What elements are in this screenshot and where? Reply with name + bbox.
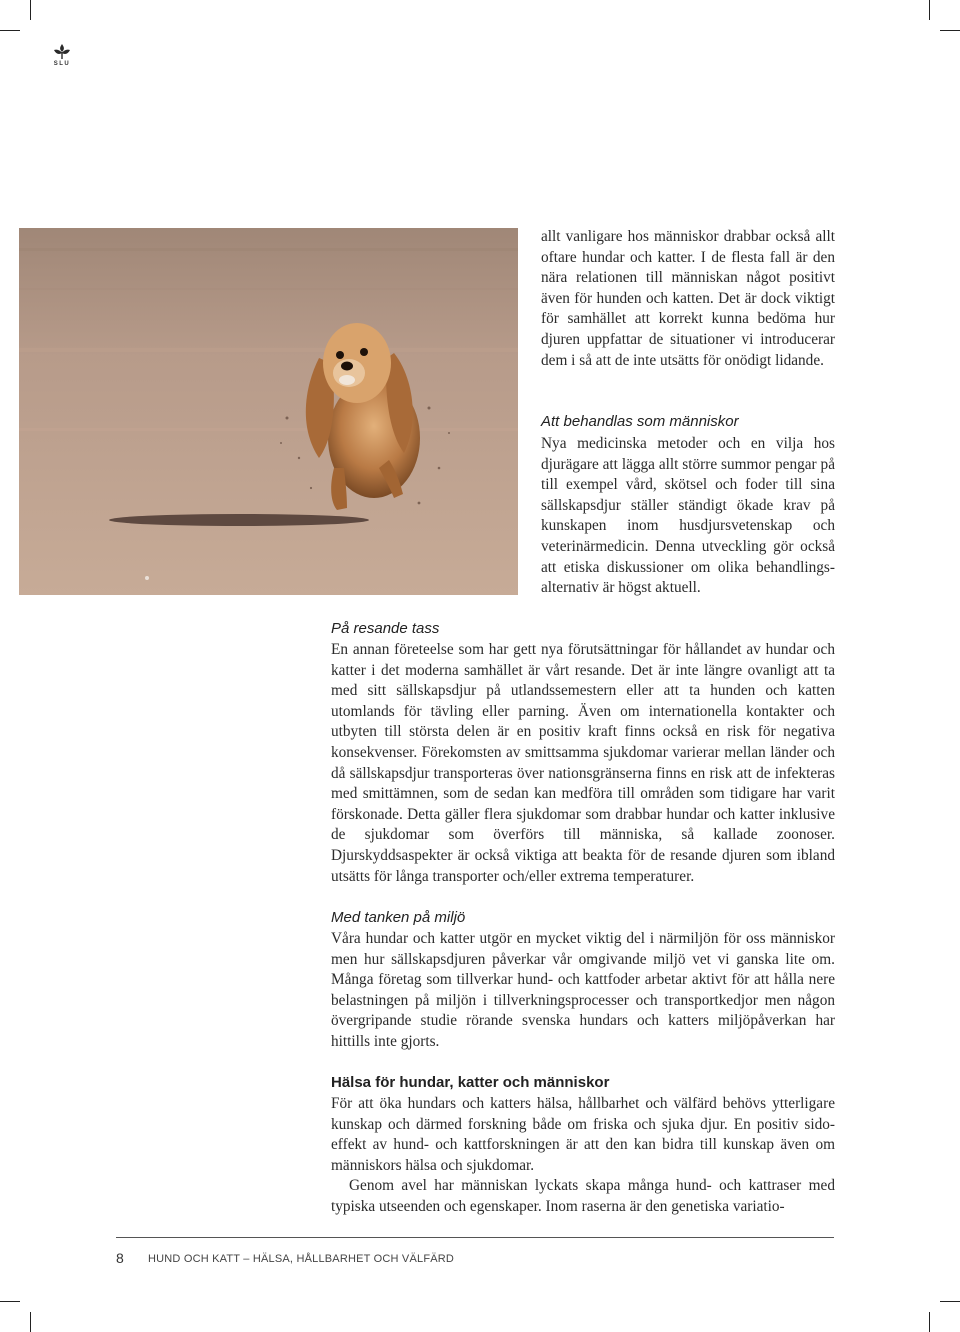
crop-mark-top-right-h [940, 30, 960, 31]
dog-photo [19, 228, 518, 595]
section-treatment [541, 412, 835, 599]
section-body: Nya medicinska metoder och en vilja hos djurägare att lägga allt större summor pengar på till exempel vård, skötsel och foder till sina sällskapsdjur ställer ständigt ökade krav på kunskapen inom husdjursvetenskap och veterinärmedicin. Denna utveckling gör också att etiska diskussioner om olika behandlingsalternativ är högst aktuell. [541, 435, 835, 597]
crop-mark-top-left-h [0, 30, 20, 31]
intro-block [541, 227, 835, 371]
crop-mark-bottom-right-h [940, 1301, 960, 1302]
section-heading: Att behandlas som människor [541, 413, 739, 430]
section-body: En annan företeelse som har gett nya förutsättningar för hållandet av hundar och katter i det moderna samhället är vårt resande. Det är inte längre ovanligt att ta med sitt sällskapsdjur på utlandssemestern eller att ta hunden och katten utomlands för tävling eller parning. Även om internationella kontakter och utbyten till största delen är en positiv kraft finns också en risk för negativa konsekvenser. Förekomsten av smittsamma sjukdomar varierar mellan länder och då sällskapsdjur transporteras över nationsgränserna finns en risk att de infekteras med smittämnen, som de sedan kan medföra till områden som tidigare har varit förskonade. Detta gäller flera sjukdomar som drabbar hundar och katter inklusive de sjukdomar som överförs till människa, så kallade zoonoser. Djurskyddsaspekter är också viktiga att beakta för de resande djuren som ibland utsätts för långa transporter och/eller extrema temperaturer. [331, 641, 835, 885]
crop-mark-bottom-right-v [929, 1312, 930, 1332]
leaf-icon [52, 44, 72, 60]
intro-paragraph: allt vanligare hos människor drabbar också allt oftare hundar och katter. I de flesta fall är den nära relationen till människan något positivt även för hunden och katten. Det är dock viktigt för samhället att korrekt kunna bedöma hur djuren uppfattar de situationer vi introducerar dem i så att de inte utsätts för onödigt lidande. [541, 228, 835, 369]
section-heading: Hälsa för hundar, katter och människor [331, 1074, 610, 1091]
logo-text: SLU [53, 61, 71, 67]
section-body: För att öka hundars och katters hälsa, hållbarhet och välfärd behövs ytterligare kunskap och därmed forskning både om friska och sjuka djur. En positiv sidoeffekt av hund- och kattforskningen är att den kan bidra till kunskap även om människors hälsa och sjukdomar. [331, 1095, 835, 1174]
section-body: Våra hundar och katter utgör en mycket viktig del i närmiljön för oss människor men hur sällskapsdjuren påverkar vår omgivande miljö vet vi ganska lite om. Många företag som tillverkar hund- och kattfoder arbetar aktivt för att hålla nere belastningen på miljön i tillverkningsprocesser och transportkedjor men någon övergripande studie rörande svenska hundars och katters miljöpåverkan har hittills inte gjorts. [331, 930, 835, 1050]
running-footer-title: HUND OCH KATT – HÄLSA, HÅLLBARHET OCH VÄLFÄRD [148, 1253, 455, 1265]
section-health [331, 1073, 835, 1218]
crop-mark-top-right-v [929, 0, 930, 20]
slu-logo [48, 44, 76, 67]
section-heading: På resande tass [331, 620, 440, 637]
section-travel [331, 619, 835, 887]
crop-mark-bottom-left-v [30, 1312, 31, 1332]
crop-mark-top-left-v [30, 0, 31, 20]
page-number: 8 [116, 1250, 124, 1266]
crop-mark-bottom-left-h [0, 1301, 20, 1302]
footer-divider [116, 1237, 834, 1238]
section-environment [331, 908, 835, 1053]
section-heading: Med tanken på miljö [331, 909, 466, 926]
section-body-continued: Genom avel har människan lyckats skapa många hund- och kattraser med typiska utseenden och egenskaper. Inom raserna är den genetiska variatio- [331, 1177, 835, 1215]
